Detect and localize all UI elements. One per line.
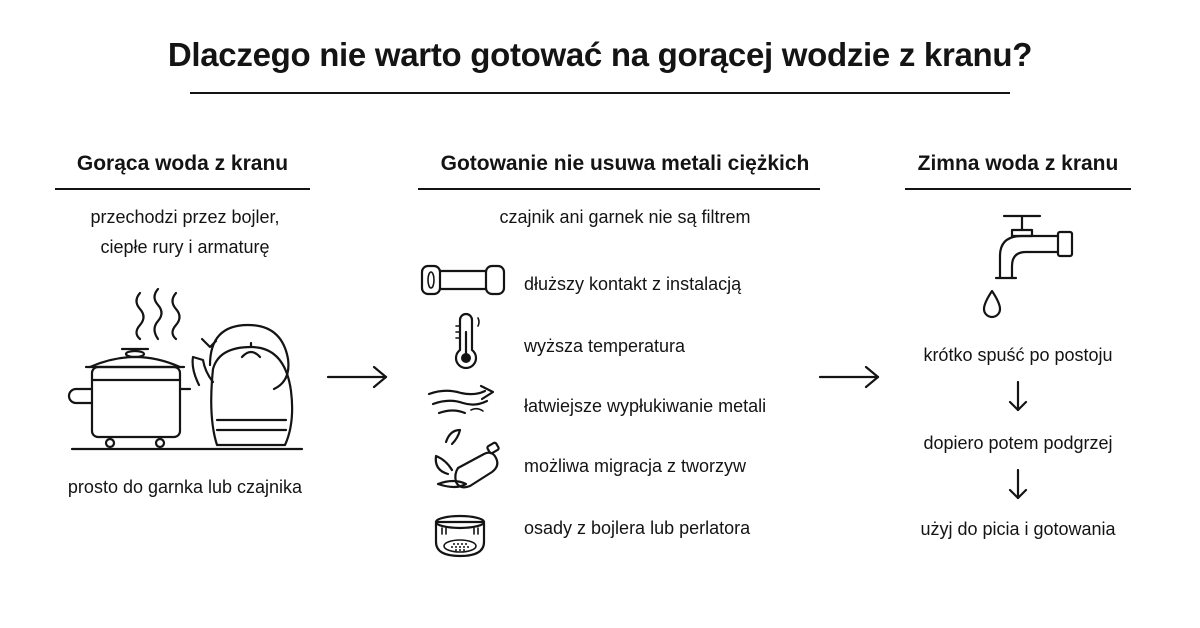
- middle-item-1-label: dłuższy kontakt z instalacją: [524, 274, 742, 294]
- arrow-down-icon: [1006, 466, 1030, 502]
- faucet-icon: [972, 206, 1082, 286]
- middle-item-3-label: łatwiejsze wypłukiwanie metali: [524, 396, 767, 416]
- title-underline: [190, 92, 1010, 94]
- left-heading-underline: [55, 188, 310, 190]
- water-drop-icon: [980, 288, 1004, 320]
- middle-item-5-label: osady z bojlera lub perlatora: [524, 518, 751, 538]
- right-step-1: krótko spuść po postoju: [923, 345, 1113, 365]
- water-flow-icon: [425, 382, 505, 422]
- steam-icon: [137, 289, 180, 339]
- plastic-bottle-icon: [428, 424, 508, 494]
- middle-subtitle: czajnik ani garnek nie są filtrem: [499, 207, 751, 227]
- right-step-2: dopiero potem podgrzej: [923, 433, 1113, 453]
- middle-item-4-label: możliwa migracja z tworzyw: [524, 456, 747, 476]
- kettle-icon: [193, 325, 293, 445]
- right-step-3: użyj do picia i gotowania: [920, 519, 1116, 539]
- page-title: Dlaczego nie warto gotować na gorącej wodzie z kranu?: [167, 36, 1033, 73]
- aerator-icon: [428, 508, 492, 564]
- left-caption: prosto do garnka lub czajnika: [67, 477, 303, 497]
- middle-item-2-label: wyższa temperatura: [524, 336, 686, 356]
- arrow-right-icon: [814, 364, 884, 390]
- left-heading: Gorąca woda z kranu: [76, 152, 289, 175]
- left-description-line2: ciepłe rury i armaturę: [100, 237, 270, 257]
- pipe-icon: [418, 262, 508, 298]
- middle-heading: Gotowanie nie usuwa metali ciężkich: [440, 152, 810, 175]
- left-description-line1: przechodzi przez bojler,: [90, 207, 280, 227]
- right-heading: Zimna woda z kranu: [917, 152, 1119, 175]
- arrow-right-icon: [322, 364, 392, 390]
- hot-water-illustration: [60, 285, 310, 455]
- middle-heading-underline: [418, 188, 820, 190]
- pot-icon: [69, 349, 190, 447]
- right-heading-underline: [905, 188, 1131, 190]
- thermometer-icon: [448, 310, 488, 370]
- arrow-down-icon: [1006, 378, 1030, 414]
